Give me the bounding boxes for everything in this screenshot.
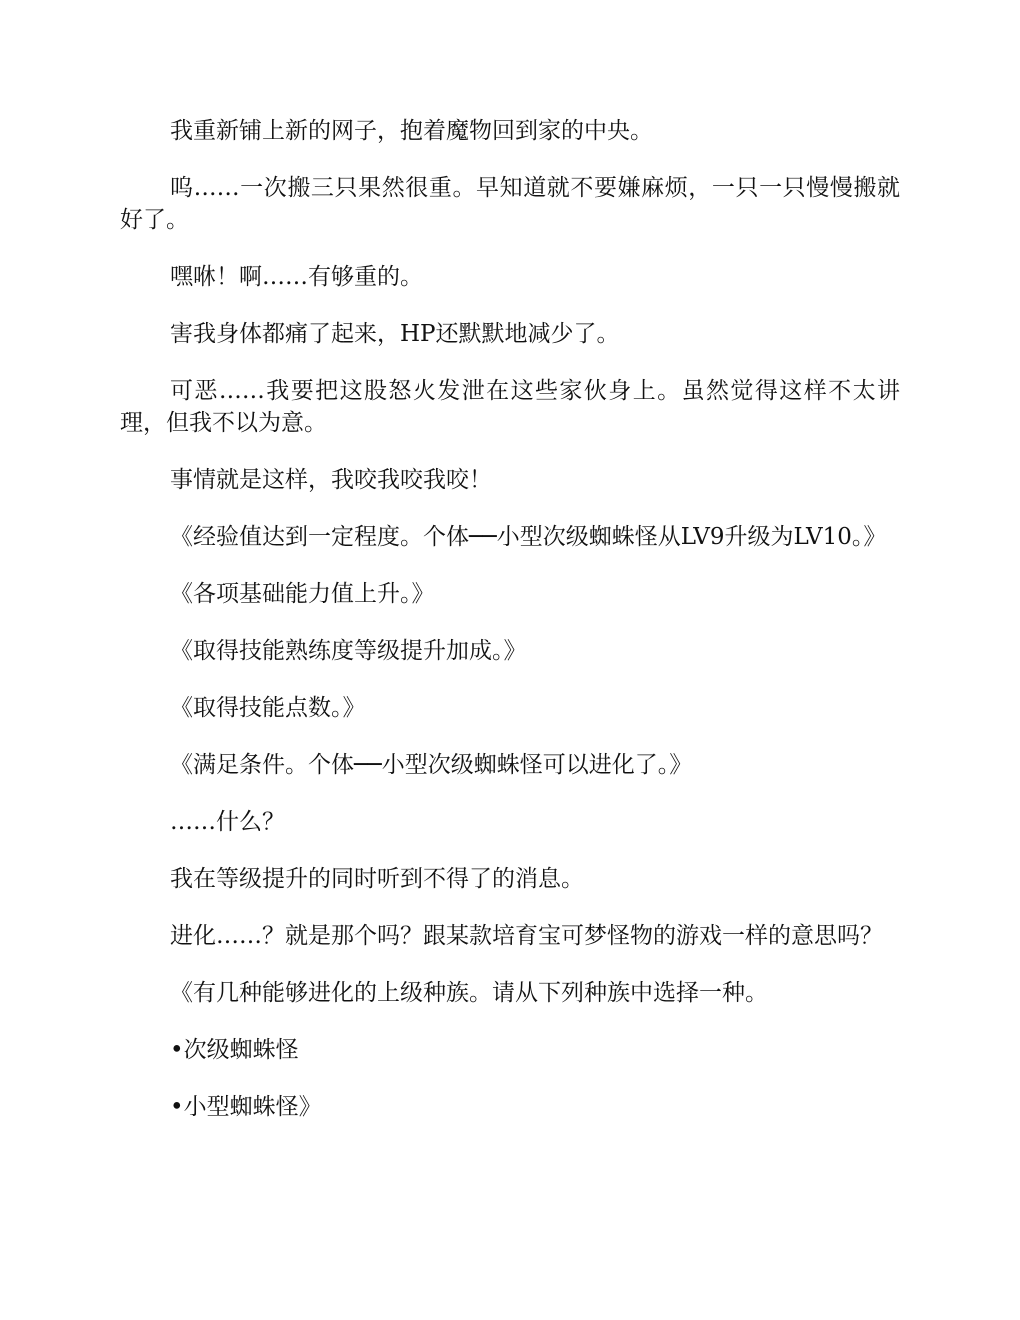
paragraph: 害我身体都痛了起来，HP还默默地减少了。 — [170, 321, 620, 347]
document-page — [120, 115, 900, 1148]
bullet-item: •小型蜘蛛怪》 — [170, 1094, 322, 1120]
paragraph: ……什么？ — [170, 809, 285, 835]
system-message: 《各项基础能力值上升。》 — [170, 581, 435, 607]
system-message: 《经验值达到一定程度。个体──小型次级蜘蛛怪从LV9升级为LV10。》 — [170, 524, 887, 550]
paragraph: 我重新铺上新的网子，抱着魔物回到家的中央。 — [170, 118, 653, 144]
bullet-item: •次级蜘蛛怪 — [170, 1037, 299, 1063]
system-message: 《取得技能点数。》 — [170, 695, 366, 721]
paragraph: 事情就是这样，我咬我咬我咬！ — [170, 467, 492, 493]
system-message: 《取得技能熟练度等级提升加成。》 — [170, 638, 527, 664]
paragraph: 呜……一次搬三只果然很重。早知道就不要嫌麻烦，一只一只慢慢搬就好了。 — [120, 175, 900, 233]
paragraph: 进化……？就是那个吗？跟某款培育宝可梦怪物的游戏一样的意思吗？ — [170, 923, 883, 949]
paragraph: 可恶……我要把这股怒火发泄在这些家伙身上。虽然觉得这样不太讲理，但我不以为意。 — [120, 378, 900, 436]
paragraph: 嘿咻！啊……有够重的。 — [170, 264, 423, 290]
system-message: 《满足条件。个体──小型次级蜘蛛怪可以进化了。》 — [170, 752, 693, 778]
system-message: 《有几种能够进化的上级种族。请从下列种族中选择一种。 — [170, 980, 768, 1006]
paragraph: 我在等级提升的同时听到不得了的消息。 — [170, 866, 584, 892]
